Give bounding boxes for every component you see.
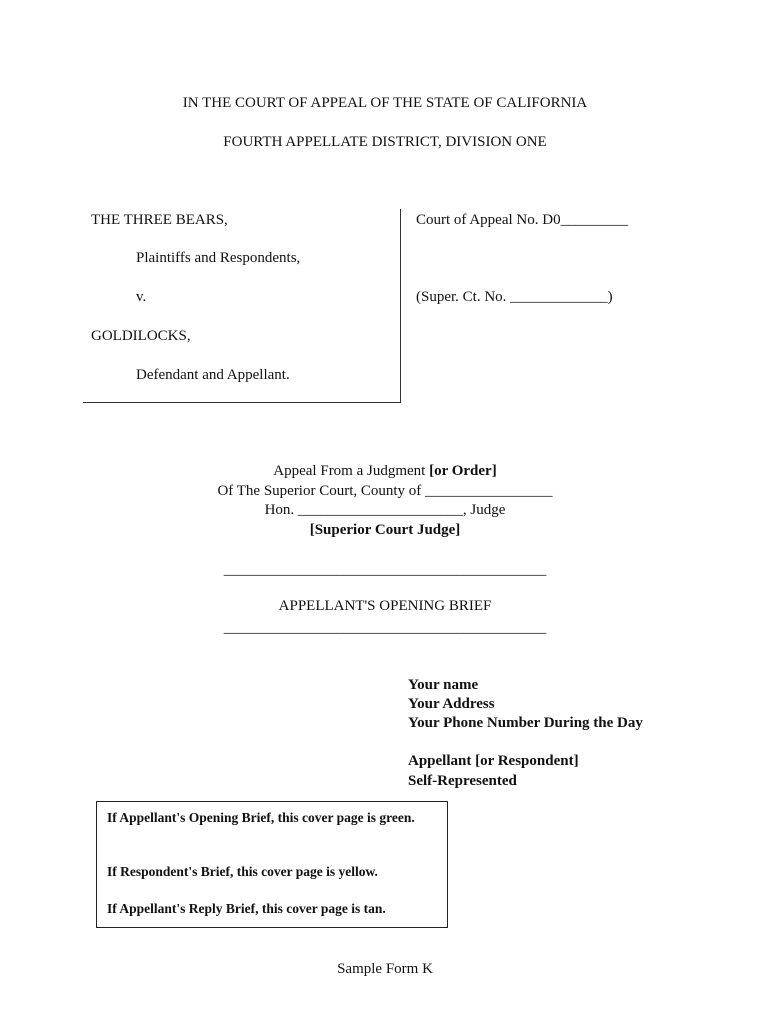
cover-note-respondent: If Respondent's Brief, this cover page is yellow. (107, 864, 378, 879)
district-heading: FOURTH APPELLATE DISTRICT, DIVISION ONE (223, 134, 547, 150)
superior-court-number: (Super. Ct. No. _____________) (416, 289, 613, 305)
filer-name: Your name (408, 677, 479, 693)
form-label: Sample Form K (337, 961, 433, 977)
filer-phone: Your Phone Number During the Day (408, 715, 643, 731)
cover-note-reply: If Appellant's Reply Brief, this cover page is tan. (107, 901, 386, 916)
title-rule-bottom: ___________________________________________ (223, 620, 547, 636)
court-of-appeal-number: Court of Appeal No. D0_________ (416, 212, 629, 228)
plaintiff-name: THE THREE BEARS, (91, 212, 228, 228)
or-order-text: [or Order] (429, 463, 497, 479)
cover-color-note-box (96, 801, 448, 928)
defendant-name: GOLDILOCKS, (91, 328, 191, 344)
caption-horizontal-rule (83, 402, 401, 403)
filer-status: Self-Represented (408, 773, 517, 789)
appeal-from-line (0, 462, 770, 480)
plaintiff-role: Plaintiffs and Respondents, (136, 250, 301, 266)
caption-vertical-rule (400, 209, 401, 402)
title-rule-top: ___________________________________________ (223, 562, 547, 578)
versus-label: v. (136, 289, 147, 305)
superior-court-judge-label: [Superior Court Judge] (309, 522, 461, 538)
county-line: Of The Superior Court, County of _________________ (217, 483, 553, 499)
filer-address: Your Address (408, 696, 495, 712)
judge-line: Hon. ______________________, Judge (264, 502, 506, 518)
brief-title: APPELLANT'S OPENING BRIEF (278, 598, 492, 614)
court-heading: IN THE COURT OF APPEAL OF THE STATE OF CALIFORNIA (182, 95, 588, 111)
cover-note-opening: If Appellant's Opening Brief, this cover page is green. (107, 810, 415, 825)
defendant-role: Defendant and Appellant. (136, 367, 290, 383)
appeal-from-text: Appeal From a Judgment (273, 463, 430, 479)
filer-party: Appellant [or Respondent] (408, 753, 579, 769)
